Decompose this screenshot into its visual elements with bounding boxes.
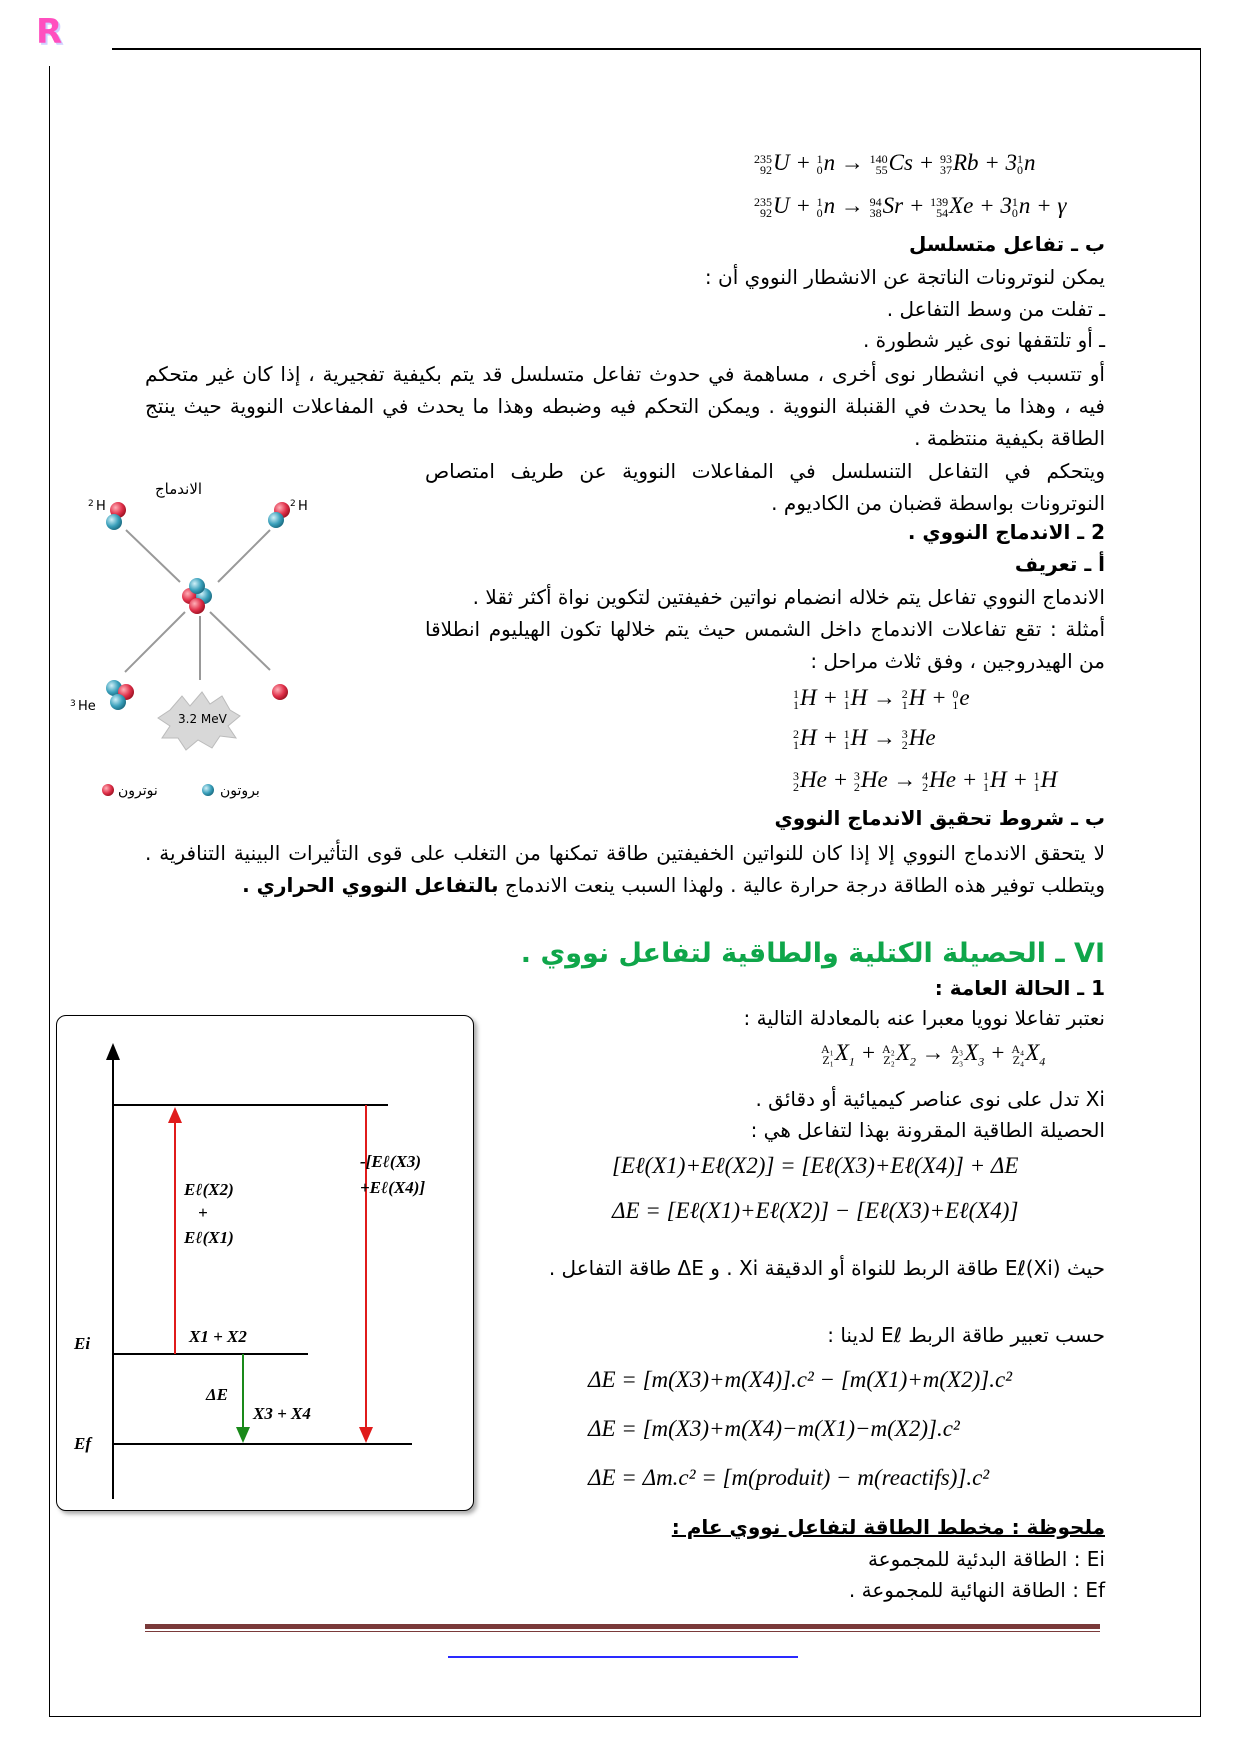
- up-label-1: Eℓ(X2): [184, 1180, 234, 1199]
- ei-label: Ei: [74, 1334, 91, 1353]
- fusion-heading: 2 ـ الاندماج النووي .: [907, 520, 1105, 544]
- energy-axis-arrowhead: [106, 1043, 120, 1060]
- legend-neutron-ball: [102, 784, 114, 796]
- energy-release-label: 3.2 MeV: [178, 712, 227, 726]
- fusion-figure: [70, 470, 310, 810]
- footer-link-underline[interactable]: [448, 1656, 798, 1658]
- up-label-2: Eℓ(X1): [184, 1228, 234, 1247]
- proton-ball: [268, 512, 284, 528]
- arrow: [218, 530, 270, 582]
- chain-reaction-intro: يمكن لنوترونات الناتجة عن الانشطار النووي أن :: [704, 265, 1105, 289]
- arrowhead: [359, 1427, 373, 1443]
- fusion-equation-3: 3 2 He + 3 2 He → 4 2 He + 1 1 H + 1 1 H: [793, 767, 1058, 794]
- energy-diagram: [56, 1015, 472, 1509]
- where-text: حيث Eℓ(Xi) طاقة الربط للنواة أو الدقيقة Xi . و ΔE طاقة التفاعل .: [548, 1256, 1105, 1280]
- xi-symbol: Xi: [1085, 1087, 1105, 1111]
- proton-ball: [189, 578, 205, 594]
- chain-reaction-item-1: ـ تفلت من وسط التفاعل .: [886, 297, 1105, 321]
- bottom-rule-thick: [145, 1624, 1100, 1629]
- according-to-binding-energy: حسب تعبير طاقة الربط Eℓ لدينا :: [827, 1323, 1105, 1347]
- fusion-conditions-bold: بالتفاعل النووي الحراري .: [242, 873, 499, 897]
- delta-e-label: ΔE: [206, 1385, 228, 1404]
- label-deuterium-left: H: [96, 499, 106, 514]
- up-label-plus: +: [198, 1203, 208, 1222]
- note-heading: ملحوظة : مخطط الطاقة لتفاعل نووي عام :: [671, 1515, 1105, 1539]
- fusion-equation-2: 2 1 H + 1 1 H → 3 2 He: [793, 725, 936, 752]
- examples-text: أمثلة : تقع تفاعلات الاندماج داخل الشمس حيث يتم خلالها تكون الهيليوم انطلاقا من الهيدروجين ، وفق ثلاث مراحل :: [425, 617, 1105, 673]
- label-deuterium-right-mass: 2: [290, 499, 296, 509]
- arrowhead: [168, 1107, 182, 1123]
- fusion-figure-title: الاندماج: [155, 480, 203, 498]
- products-label: X3 + X4: [253, 1404, 311, 1423]
- energy-balance-equation-1: [Eℓ(X1)+Eℓ(X2)] = [Eℓ(X3)+Eℓ(X4)] + ΔE: [612, 1153, 1019, 1178]
- fission-equation-1: 235 92 U + 1 0 n → 140 55 Cs + 93 37 Rb + 3 1 0 n: [754, 150, 1036, 177]
- label-deuterium-right: H: [298, 499, 308, 514]
- general-reaction-equation: A₁ Z₁ $X_1$ + A₂ Z₂ $X_2$ → A₃ Z₃ $X_3$ + A₄ Z₄ $X_4$: [821, 1040, 1046, 1069]
- xi-description: [755, 1087, 1105, 1111]
- legend-proton-ball: [202, 784, 214, 796]
- chain-reaction-paragraph-1: أو تتسبب في انشطار نوى أخرى ، مساهمة في حدوث تفاعل متسلسل قد يتم بكيفية تفجيرية ، إذا كان غير متحكم فيه ، وهذا ما يحدث في القنبلة النووية . ويمكن التحكم فيه وضبطه وهذا ما يحدث في المفاعلات النووية حيث ينتج الطاقة بكيفية منتظمة .: [145, 362, 1105, 450]
- fusion-conditions-body: لا يتحقق الاندماج النووي إلا إذا كان للنواتين الخفيفتين طاقة تمكنها من التغلب على قوى التأثيرات البينية التنافرية . ويتطلب توفير هذه الطاقة درجة حرارة عالية . ولهذا السبب ينعت الاندماج: [145, 841, 1105, 897]
- label-deuterium-left-mass: 2: [88, 499, 94, 509]
- definition-text: الاندماج النووي تفاعل يتم خلاله انضمام نواتين خفيفتين لتكوين نواة أكثر ثقلا .: [472, 585, 1105, 609]
- proton-ball: [110, 694, 126, 710]
- general-case-heading: 1 ـ الحالة العامة :: [934, 976, 1105, 1000]
- label-helium: He: [78, 699, 96, 714]
- neutron-ball: [189, 598, 205, 614]
- ef-label: Ef: [74, 1434, 91, 1453]
- arrow: [126, 530, 180, 582]
- bottom-rule-thin: [145, 1631, 1100, 1632]
- section-vi-heading: VI ـ الحصيلة الكتلية والطاقية لتفاعل نووي .: [520, 938, 1105, 969]
- fusion-conditions-heading: ب ـ شروط تحقيق الاندماج النووي: [774, 806, 1105, 830]
- xi-text: تدل على نوى عناصر كيميائية أو دقائق .: [755, 1087, 1080, 1111]
- fusion-conditions-text: [145, 837, 1105, 901]
- down-label-2: +Eℓ(X4)]: [360, 1178, 426, 1197]
- frame-top-border: [112, 48, 1201, 50]
- note-ei: Ei : الطاقة البدئية للمجموعة: [867, 1547, 1105, 1571]
- chain-reaction-heading: ب ـ تفاعل متسلسل: [908, 232, 1105, 256]
- fission-equation-2: 235 92 U + 1 0 n → 94 38 Sr + 139 54 Xe + 3 1 0 n + γ: [754, 193, 1067, 220]
- legend-proton: بروتون: [220, 783, 260, 799]
- reactants-label: X1 + X2: [189, 1327, 247, 1346]
- energy-balance-equation-2: ΔE = [Eℓ(X1)+Eℓ(X2)] − [Eℓ(X3)+Eℓ(X4)]: [612, 1198, 1019, 1223]
- down-label-1: -[Eℓ(X3): [360, 1152, 422, 1171]
- frame-left-border: [49, 66, 50, 1717]
- chain-reaction-item-2: ـ أو تلتقفها نوى غير شطورة .: [862, 328, 1105, 352]
- legend-neutron: نوترون: [118, 783, 158, 799]
- definition-heading: أ ـ تعريف: [1014, 552, 1105, 576]
- note-ef: Ef : الطاقة النهائية للمجموعة .: [848, 1578, 1105, 1602]
- mass-equation-2: ΔE = [m(X3)+m(X4)−m(X1)−m(X2)].c²: [588, 1416, 960, 1441]
- frame-right-border: [1200, 48, 1201, 1717]
- label-helium-mass: 3: [70, 699, 76, 709]
- proton-ball: [106, 514, 122, 530]
- fusion-equation-1: 1 1 H + 1 1 H → 2 1 H + 0 1 e: [793, 685, 970, 712]
- frame-bottom-border: [49, 1716, 1201, 1717]
- mass-equation-3: ΔE = Δm.c² = [m(produit) − m(reactifs)].c²: [588, 1465, 990, 1490]
- chain-reaction-paragraph-2: ويتحكم في التفاعل التنسلسل في المفاعلات النووية عن طريف امتصاص النوترونات بواسطة قضبان من الكاديوم .: [425, 459, 1105, 515]
- logo: R: [36, 12, 63, 52]
- general-case-intro: نعتبر تفاعلا نوويا معبرا عنه بالمعادلة التالية :: [743, 1006, 1105, 1030]
- arrowhead: [236, 1427, 250, 1443]
- energy-balance-intro: الحصيلة الطاقية المقرونة بهذا لتفاعل هي :: [750, 1118, 1105, 1142]
- neutron-ball: [272, 684, 288, 700]
- arrow: [125, 612, 185, 672]
- mass-equation-1: ΔE = [m(X3)+m(X4)].c² − [m(X1)+m(X2)].c²: [588, 1367, 1013, 1392]
- arrow: [210, 612, 270, 670]
